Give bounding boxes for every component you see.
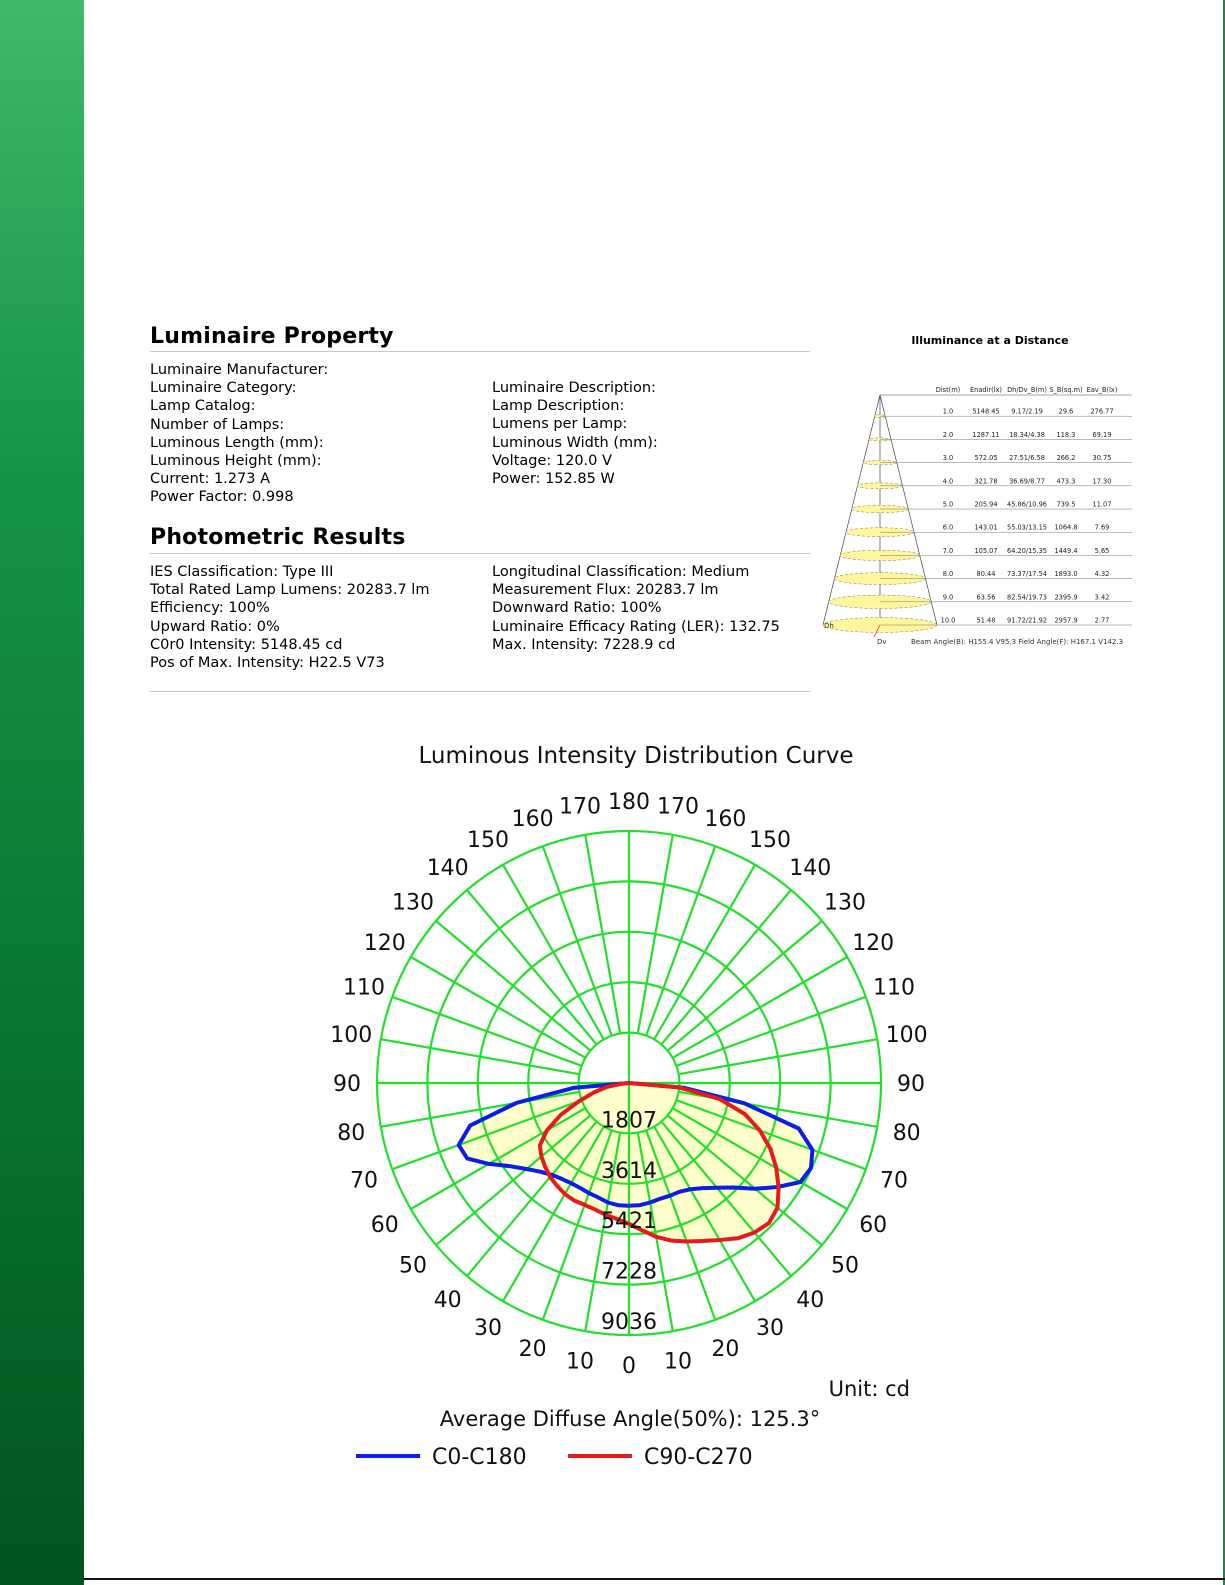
property-line: Power Factor: 0.998 [150, 489, 294, 506]
angle-label: 10 [664, 1349, 692, 1375]
unit-label: Unit: cd [828, 1377, 910, 1401]
grid-spoke [381, 1039, 580, 1074]
illuminance-cell: 80.44 [976, 570, 996, 579]
diffuse-angle-label: Average Diffuse Angle(50%): 125.3° [439, 1407, 821, 1431]
angle-label: 170 [657, 794, 699, 820]
property-line: Luminous Length (mm): [150, 434, 324, 451]
illuminance-cell: 1.0 [942, 407, 954, 416]
angle-label: 110 [873, 975, 915, 1001]
illuminance-cell: 45.86/10.96 [1007, 500, 1047, 509]
radial-tick-label: 3614 [601, 1158, 657, 1184]
grid-spoke [585, 835, 620, 1034]
angle-label: 160 [704, 807, 747, 832]
angle-label: 80 [337, 1121, 366, 1146]
bottom-rule [84, 1578, 1225, 1580]
angle-label: 150 [467, 827, 509, 853]
radial-tick-label: 1807 [601, 1108, 657, 1134]
angle-label: 130 [392, 890, 434, 916]
luminaire-property-left-list [150, 361, 328, 507]
property-line: Luminaire Manufacturer: [150, 362, 329, 378]
angle-label: 140 [426, 856, 469, 881]
illuminance-cell: 4.0 [942, 477, 954, 486]
illuminance-header: Dh/Dv_B(m) [1007, 386, 1047, 394]
illuminance-cell: 3.42 [1094, 593, 1110, 602]
illuminance-cell: 1893.0 [1054, 570, 1078, 579]
angle-label: 60 [370, 1213, 399, 1238]
property-line: Voltage: 120.0 V [492, 452, 612, 469]
illuminance-cell: 7.69 [1094, 523, 1110, 532]
sidebar-band [0, 0, 84, 1585]
illuminance-cell: 6.0 [942, 523, 954, 532]
radial-tick-label: 5421 [601, 1209, 657, 1235]
illuminance-cell: 69.19 [1092, 430, 1112, 439]
angle-label: 130 [824, 890, 866, 916]
legend-label: C90-C270 [644, 1445, 753, 1470]
illuminance-cell: 55.03/13.15 [1007, 523, 1047, 532]
property-line: Lamp Description: [492, 398, 625, 415]
angle-label: 110 [343, 975, 385, 1001]
chart-title: Luminous Intensity Distribution Curve [418, 743, 854, 769]
property-line: Number of Lamps: [150, 416, 285, 433]
illuminance-header: Dist(m) [935, 386, 961, 394]
illuminance-cell: 11.07 [1092, 500, 1112, 509]
angle-label: 160 [511, 807, 554, 832]
angle-label: 100 [885, 1023, 928, 1048]
grid-spoke [392, 997, 581, 1066]
illuminance-cell: 1064.8 [1054, 523, 1078, 532]
illuminance-cell: 2957.9 [1054, 616, 1078, 625]
illuminance-cell: 2.77 [1094, 616, 1110, 625]
result-line: C0r0 Intensity: 5148.45 cd [150, 636, 343, 653]
angle-label: 40 [433, 1288, 462, 1313]
result-line: Upward Ratio: 0% [150, 618, 280, 635]
illuminance-cell: 64.20/15.35 [1007, 546, 1047, 555]
luminaire-property-title: Luminaire Property [150, 324, 394, 349]
intensity-distribution-chart [310, 730, 950, 1500]
illuminance-header: S_B(sq.m) [1049, 386, 1083, 394]
result-line: Luminaire Efficacy Rating (LER): 132.75 [492, 618, 780, 635]
angle-label: 120 [363, 931, 406, 956]
illuminance-cell: 36.69/8.77 [1009, 477, 1045, 486]
photometric-results-divider [150, 553, 810, 554]
result-line: Max. Intensity: 7228.9 cd [492, 636, 676, 653]
property-line: Lamp Catalog: [150, 398, 256, 415]
photometric-results-right-list [492, 563, 780, 654]
property-line: Power: 152.85 W [492, 470, 615, 487]
grid-spoke [679, 1039, 878, 1074]
result-line: Measurement Flux: 20283.7 lm [492, 582, 719, 599]
grid-spoke [676, 997, 865, 1066]
angle-label: 80 [892, 1121, 921, 1146]
angle-label: 90 [333, 1072, 361, 1097]
angle-label: 30 [756, 1316, 784, 1342]
grid-spoke [638, 835, 673, 1034]
result-line: Pos of Max. Intensity: H22.5 V73 [150, 654, 385, 671]
property-line: Luminaire Category: [150, 380, 297, 397]
illuminance-cell: 9.17/2.19 [1011, 407, 1043, 416]
angle-label: 50 [399, 1253, 427, 1279]
luminaire-property-divider [150, 351, 810, 352]
illuminance-footer: Beam Angle(B): H155.4 V95.3 Field Angle(F): H167.1 V142.3 [911, 638, 1124, 646]
illuminance-cell: 29.6 [1058, 407, 1074, 416]
result-line: IES Classification: Type III [150, 564, 334, 580]
property-line: Luminous Height (mm): [150, 452, 322, 469]
illuminance-cell: 51.48 [976, 616, 996, 625]
illuminance-cell: 118.3 [1056, 430, 1076, 439]
angle-label: 180 [608, 790, 650, 815]
result-line: Longitudinal Classification: Medium [492, 564, 750, 580]
angle-label: 30 [474, 1316, 502, 1342]
illuminance-cell: 7.0 [942, 546, 954, 555]
illuminance-cell: 10.0 [940, 616, 956, 625]
illuminance-cell: 473.3 [1056, 477, 1076, 486]
illuminance-cell: 4.32 [1094, 570, 1110, 579]
illuminance-cell: 63.56 [976, 593, 996, 602]
illuminance-header: Eav_B(lx) [1086, 386, 1118, 394]
illuminance-cell: 105.07 [974, 546, 998, 555]
photometric-results-bottom-divider [150, 691, 810, 692]
dv-label: Dv [877, 638, 887, 646]
result-line: Downward Ratio: 100% [492, 600, 662, 617]
result-line: Total Rated Lamp Lumens: 20283.7 lm [150, 582, 430, 599]
illuminance-diagram [820, 325, 1150, 655]
illuminance-cell: 321.78 [974, 477, 998, 486]
illuminance-cell: 5.0 [942, 500, 954, 509]
illuminance-cell: 205.94 [974, 500, 998, 509]
illuminance-cell: 3.0 [942, 454, 954, 463]
illuminance-cell: 2.0 [942, 430, 954, 439]
illuminance-cell: 1287.11 [972, 430, 1000, 439]
photometric-results-left-list [150, 563, 429, 672]
photometric-results-title: Photometric Results [150, 525, 406, 550]
angle-label: 20 [518, 1337, 547, 1362]
property-line: Luminaire Description: [492, 380, 656, 396]
property-line: Lumens per Lamp: [492, 416, 628, 433]
legend-label: C0-C180 [432, 1445, 527, 1470]
grid-spoke [646, 846, 715, 1035]
illuminance-cell: 276.77 [1090, 407, 1114, 416]
illuminance-header: Enadir(lx) [970, 386, 1002, 394]
angle-label: 90 [897, 1072, 925, 1097]
angle-label: 10 [566, 1349, 594, 1375]
grid-spoke [543, 846, 612, 1035]
radial-tick-label: 9036 [601, 1310, 657, 1335]
illuminance-cell: 17.30 [1092, 477, 1112, 486]
angle-label: 170 [559, 794, 601, 820]
radial-tick-label: 7228 [601, 1259, 657, 1285]
angle-label: 60 [859, 1213, 888, 1238]
illuminance-cell: 27.51/6.58 [1009, 454, 1045, 463]
property-line: Current: 1.273 A [150, 471, 270, 488]
illuminance-cell: 143.01 [974, 523, 998, 532]
illuminance-cell: 9.0 [942, 593, 954, 602]
illuminance-cell: 2395.9 [1054, 593, 1078, 602]
property-line: Luminous Width (mm): [492, 434, 658, 451]
illuminance-cell: 30.75 [1092, 454, 1112, 463]
angle-label: 70 [880, 1168, 908, 1194]
illuminance-cell: 1449.4 [1054, 546, 1078, 555]
angle-label: 100 [330, 1023, 373, 1048]
angle-label: 40 [796, 1288, 825, 1313]
angle-label: 70 [350, 1168, 378, 1194]
angle-label: 140 [789, 856, 832, 881]
illuminance-cell: 739.5 [1056, 500, 1076, 509]
illuminance-cell: 5.65 [1094, 546, 1110, 555]
illuminance-cell: 8.0 [942, 570, 954, 579]
result-line: Efficiency: 100% [150, 600, 270, 617]
illuminance-cell: 73.37/17.54 [1007, 570, 1047, 579]
illuminance-title: Illuminance at a Distance [911, 334, 1069, 347]
luminaire-property-right-list [492, 379, 658, 488]
illuminance-cell: 572.05 [974, 454, 998, 463]
dh-label: Dh [824, 622, 834, 630]
illuminance-cell: 18.34/4.38 [1009, 430, 1045, 439]
illuminance-cell: 82.54/19.73 [1007, 593, 1047, 602]
angle-label: 20 [711, 1337, 740, 1362]
illuminance-cell: 5148.45 [972, 407, 1000, 416]
angle-label: 150 [749, 827, 791, 853]
angle-label: 50 [831, 1253, 859, 1279]
angle-label: 0 [622, 1354, 636, 1379]
angle-label: 120 [852, 931, 895, 956]
illuminance-cell: 91.72/21.92 [1007, 616, 1047, 625]
illuminance-cell: 266.2 [1056, 454, 1076, 463]
